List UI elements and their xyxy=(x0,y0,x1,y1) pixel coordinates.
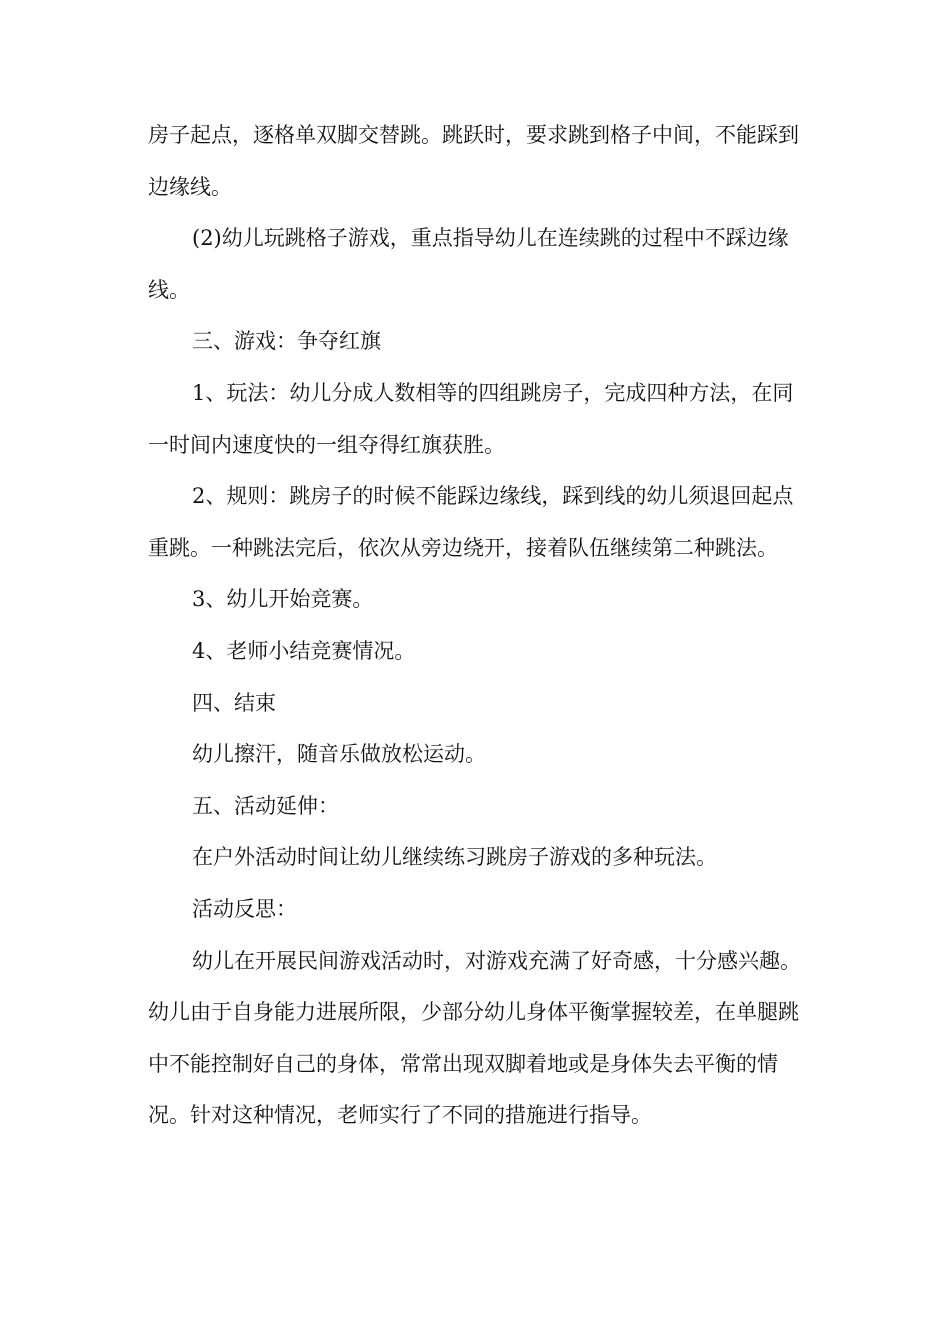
paragraph-guidance: (2)幼儿玩跳格子游戏，重点指导幼儿在连续跳的过程中不踩边缘线。 xyxy=(148,226,789,302)
section-heading-game: 三、游戏：争夺红旗 xyxy=(192,329,381,354)
document-page xyxy=(148,110,808,1142)
paragraph-rule-1: 1、玩法：幼儿分成人数相等的四组跳房子，完成四种方法，在同一时间内速度快的一组夺得红旗获胜。 xyxy=(148,380,794,457)
paragraph-continued: 房子起点，逐格单双脚交替跳。跳跃时，要求跳到格子中间，不能踩到边缘线。 xyxy=(148,123,799,199)
paragraph-reflection: 幼儿在开展民间游戏活动时，对游戏充满了好奇感，十分感兴趣。幼儿由于自身能力进展所限，少部分幼儿身体平衡掌握较差，在单腿跳中不能控制好自己的身体，常常出现双脚着地或是身体失去平衡的情况。针对这种情况，老师实行了不同的措施进行指导。 xyxy=(148,948,801,1128)
paragraph-rule-2: 2、规则：跳房子的时候不能踩边缘线，踩到线的幼儿须退回起点重跳。一种跳法完后，依次从旁边绕开，接着队伍继续第二种跳法。 xyxy=(148,484,794,560)
section-heading-extension: 五、活动延伸： xyxy=(192,793,339,818)
paragraph-rule-4: 4、老师小结竞赛情况。 xyxy=(192,638,416,663)
paragraph-end: 幼儿擦汗，随音乐做放松运动。 xyxy=(192,742,486,767)
section-heading-end: 四、结束 xyxy=(192,690,276,715)
section-heading-reflection: 活动反思： xyxy=(192,896,297,921)
paragraph-rule-3: 3、幼儿开始竞赛。 xyxy=(192,587,374,612)
paragraph-extension: 在户外活动时间让幼儿继续练习跳房子游戏的多种玩法。 xyxy=(192,845,717,870)
